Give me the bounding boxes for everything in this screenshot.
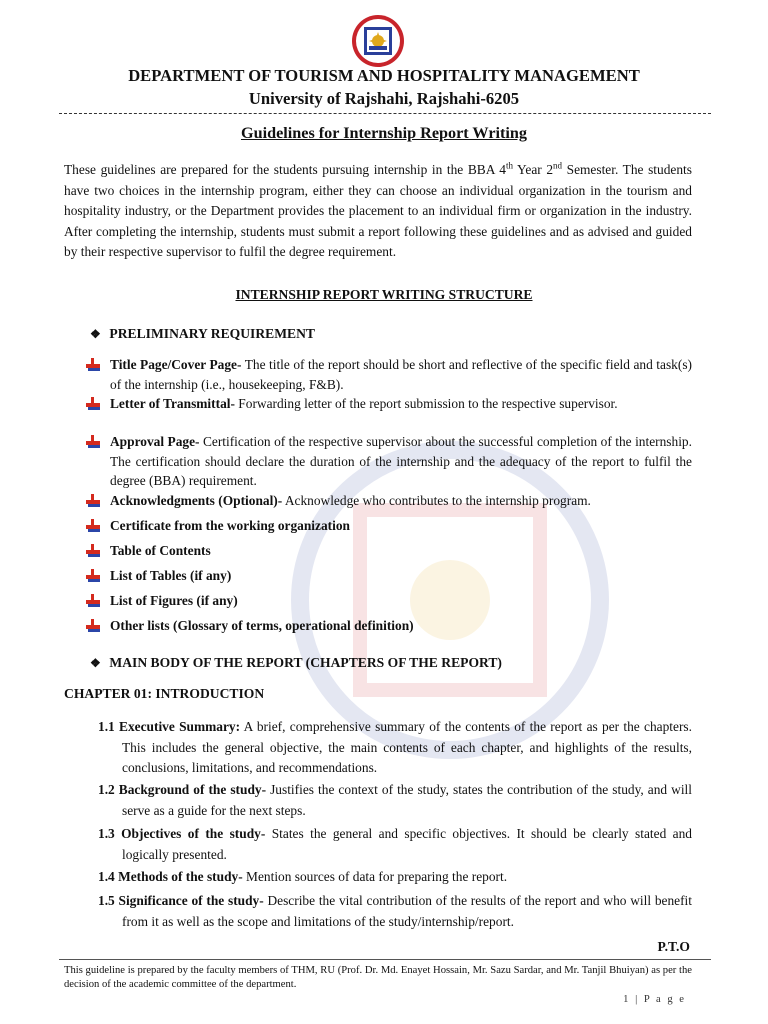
diamond-bullet-icon: ❖ [90,327,101,341]
hand-pointer-icon [86,519,102,533]
chapter-item: 1.4 Methods of the study- Mention sources of data for preparing the report. [98,869,508,884]
structure-heading: INTERNSHIP REPORT WRITING STRUCTURE [235,287,533,302]
department-heading: DEPARTMENT OF TOURISM AND HOSPITALITY MANAGEMENT [128,66,640,85]
footer-divider [59,959,711,960]
chapter-heading: CHAPTER 01: INTRODUCTION [64,686,265,701]
list-item: Table of Contents [86,541,692,561]
hand-pointer-icon [86,544,102,558]
diamond-bullet-icon: ❖ [90,656,101,670]
intro-paragraph: These guidelines are prepared for the students pursuing internship in the BBA 4th Year 2nd Semester. The students have two choices in the internship program, either they can choose an individual organization in the tourism and hospitality industry, or the Department provides the placement to an individual firm or organization in the industry. After completing the internship, students must submit a report following these guidelines and as advised and guided by their respective supervisor to fulfil the degree requirement. [64,160,692,260]
main-body-heading: ❖ MAIN BODY OF THE REPORT (CHAPTERS OF THE REPORT) [90,655,502,670]
chapter-item: 1.1 Executive Summary: A brief, comprehensive summary of the contents of the report as per the chapters. This includes the general objective, the main contents of each chapter, and highlights of the results, conclusions, limitations, and recommendations. [98,719,692,776]
hand-pointer-icon [86,594,102,608]
list-item: Certificate from the working organization [86,516,692,536]
hand-pointer-icon [86,397,102,411]
pto-label: P.T.O [657,939,690,954]
hand-pointer-icon [86,619,102,633]
footer-note: This guideline is prepared by the faculty members of THM, RU (Prof. Dr. Md. Enayet Hossain, Mr. Sazu Sardar, and Mr. Tanjil Bhuiyan) as per the decision of the academic committee of the department. [64,965,692,990]
hand-pointer-icon [86,435,102,449]
hand-pointer-icon [86,358,102,372]
list-item: Acknowledgments (Optional)- Acknowledge who contributes to the internship program. [86,491,692,511]
list-item: List of Figures (if any) [86,591,692,611]
chapter-item: 1.3 Objectives of the study- States the general and specific objectives. It should be clearly stated and logically presented. [98,826,692,862]
list-item: Approval Page- Certification of the respective supervisor about the successful completion of the internship. The certification should declare the duration of the internship and the adequacy of the report to fulfil the degree (BBA) requirement. [86,432,692,491]
list-item: Letter of Transmittal- Forwarding letter of the report submission to the respective supervisor. [86,394,692,414]
university-logo [350,13,406,69]
document-title: Guidelines for Internship Report Writing [240,124,527,142]
university-heading: University of Rajshahi, Rajshahi-6205 [248,89,520,108]
hand-pointer-icon [86,569,102,583]
header-divider [59,113,711,114]
page-number: 1 | P a g e [623,994,686,1005]
hand-pointer-icon [86,494,102,508]
chapter-item: 1.5 Significance of the study- Describe the vital contribution of the results of the report and who will benefit from it as well as the scope and limitations of the study/internship/report. [98,893,692,929]
list-item: Title Page/Cover Page- The title of the report should be short and reflective of the specific field and task(s) of the internship (i.e., housekeeping, F&B). [86,355,692,394]
preliminary-heading: ❖ PRELIMINARY REQUIREMENT [90,326,315,341]
list-item: Other lists (Glossary of terms, operational definition) [86,616,692,636]
chapter-item: 1.2 Background of the study- Justifies the context of the study, states the contribution of the study, and will serve as a guide for the next steps. [98,782,692,818]
list-item: List of Tables (if any) [86,566,692,586]
